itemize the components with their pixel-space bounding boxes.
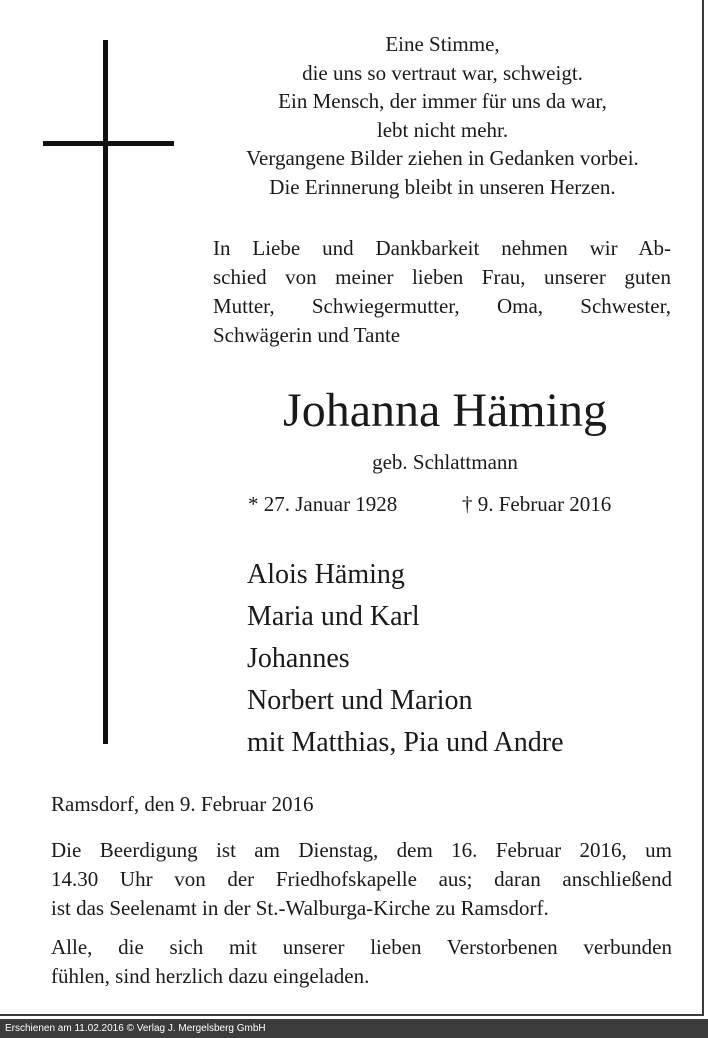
funeral-line: ist das Seelenamt in der St.-Walburga-Kirche zu Ramsdorf. <box>51 896 549 920</box>
poem-line: Eine Stimme, <box>385 32 500 56</box>
family-member: mit Matthias, Pia und Andre <box>247 727 564 758</box>
place-date: Ramsdorf, den 9. Februar 2016 <box>51 792 314 816</box>
invitation-line: Alle, die sich mit unserer lieben Verstorbenen verbunden <box>51 935 672 959</box>
birth-date: * 27. Januar 1928 <box>248 492 398 516</box>
funeral-line: 14.30 Uhr von der Friedhofskapelle aus; daran anschließend <box>51 867 672 891</box>
family-member: Alois Häming <box>247 559 405 590</box>
funeral-line: Die Beerdigung ist am Dienstag, dem 16. Februar 2016, um <box>51 838 672 862</box>
poem <box>190 30 695 201</box>
family-member: Maria und Karl <box>247 601 420 632</box>
cross-horizontal-bar <box>43 141 174 146</box>
poem-line: Vergangene Bilder ziehen in Gedanken vorbei. <box>246 146 639 170</box>
poem-line: lebt nicht mehr. <box>376 117 509 142</box>
poem-line: Ein Mensch, der immer für uns da war, <box>278 89 607 113</box>
intro-line: In Liebe und Dankbarkeit nehmen wir Ab- <box>213 236 671 260</box>
poem-line: Die Erinnerung bleibt in unseren Herzen. <box>269 174 616 199</box>
poem-line: die uns so vertraut war, schweigt. <box>302 60 583 85</box>
family-member: Johannes <box>247 643 350 674</box>
invitation-text <box>51 933 672 991</box>
death-date: † 9. Februar 2016 <box>462 492 612 516</box>
intro-line: schied von meiner lieben Frau, unserer guten <box>213 265 671 289</box>
invitation-line: fühlen, sind herzlich dazu eingeladen. <box>51 964 370 988</box>
family-member: Norbert und Marion <box>247 685 473 716</box>
birth-name: geb. Schlattmann <box>372 450 518 474</box>
funeral-info <box>51 836 672 923</box>
intro-line: Mutter, Schwiegermutter, Oma, Schwester, <box>213 294 671 318</box>
intro-text <box>213 234 671 350</box>
family-list <box>247 554 564 764</box>
intro-line: Schwägerin und Tante <box>213 323 401 347</box>
deceased-name: Johanna Häming <box>283 384 607 437</box>
publication-footer: Erschienen am 11.02.2016 © Verlag J. Mergelsberg GmbH <box>0 1019 708 1038</box>
